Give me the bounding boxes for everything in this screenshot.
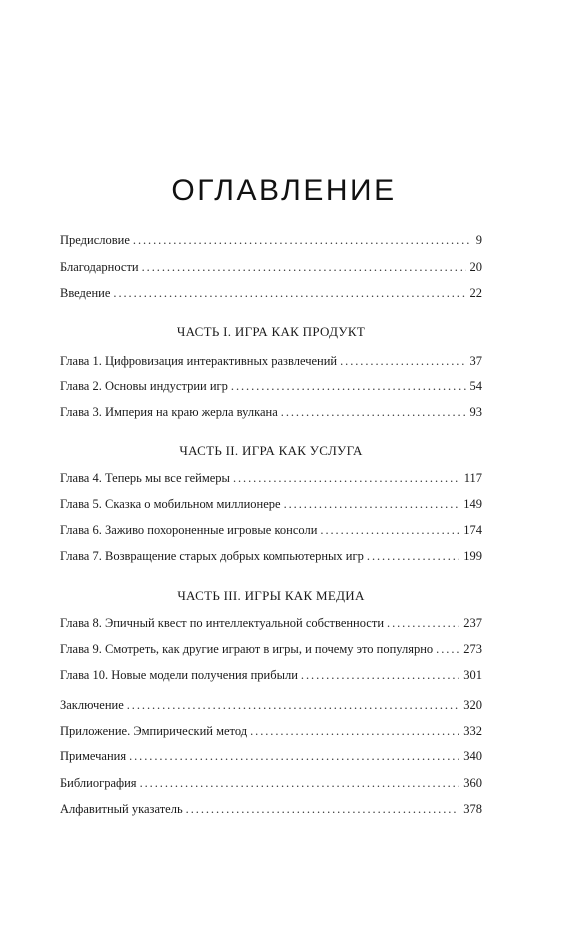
toc-entry-label: Глава 3. Империя на краю жерла вулкана (60, 405, 278, 419)
dot-leader (186, 799, 460, 819)
toc-entry-label: Библиография (60, 776, 137, 790)
toc-entry-label: Введение (60, 286, 111, 300)
toc-entry-chapter-2[interactable] (60, 376, 482, 396)
toc-entry-page: 93 (469, 405, 482, 419)
dot-leader (436, 639, 459, 659)
toc-entry-chapter-10[interactable] (60, 665, 482, 685)
toc-entry-page: 37 (469, 354, 482, 368)
toc-entry-label: Глава 8. Эпичный квест по интеллектуальной собственности (60, 616, 385, 630)
toc-entry-label: Приложение. Эмпирический метод (60, 724, 248, 738)
toc-entry-page: 22 (469, 286, 482, 300)
part-heading-2: ЧАСТЬ II. ИГРА КАК УСЛУГА (179, 443, 363, 458)
toc-entry-chapter-4[interactable] (60, 468, 482, 488)
toc-entry-index[interactable] (60, 799, 482, 819)
toc-entry-label: Глава 10. Новые модели получения прибыли (60, 668, 298, 682)
dot-leader (140, 773, 460, 793)
toc-entry-page: 149 (463, 497, 482, 511)
toc-entry-label: Глава 4. Теперь мы все геймеры (60, 471, 230, 485)
toc-entry-label: Примечания (60, 749, 127, 763)
toc-entry-label: Предисловие (60, 233, 130, 247)
toc-entry-page: 301 (463, 668, 482, 682)
dot-leader (233, 468, 460, 488)
part-heading-3: ЧАСТЬ III. ИГРЫ КАК МЕДИА (177, 588, 365, 603)
dot-leader (113, 283, 465, 303)
toc-entry-notes[interactable] (60, 746, 482, 766)
toc-entry-introduction[interactable] (60, 283, 482, 303)
toc-entry-appendix[interactable] (60, 721, 482, 741)
toc-entry-preface[interactable] (60, 230, 482, 250)
toc-entry-page: 340 (463, 749, 482, 763)
dot-leader (231, 376, 466, 396)
toc-entry-chapter-9[interactable] (60, 639, 482, 659)
toc-entry-label: Благодарности (60, 260, 139, 274)
toc-entry-page: 360 (463, 776, 482, 790)
toc-entry-chapter-8[interactable] (60, 613, 482, 633)
toc-entry-label: Алфавитный указатель (60, 802, 183, 816)
toc-entry-conclusion[interactable] (60, 695, 482, 715)
dot-leader (133, 230, 472, 250)
toc-entry-label: Глава 5. Сказка о мобильном миллионере (60, 497, 281, 511)
toc-entry-label: Глава 2. Основы индустрии игр (60, 379, 228, 393)
toc-entry-chapter-5[interactable] (60, 494, 482, 514)
toc-entry-page: 199 (463, 549, 482, 563)
toc-entry-chapter-6[interactable] (60, 520, 482, 540)
toc-entry-page: 237 (463, 616, 482, 630)
dot-leader (320, 520, 459, 540)
toc-entry-label: Глава 6. Заживо похороненные игровые консоли (60, 523, 318, 537)
toc-entry-chapter-1[interactable] (60, 351, 482, 371)
dot-leader (367, 546, 459, 566)
toc-entry-page: 332 (463, 724, 482, 738)
toc-entry-chapter-7[interactable] (60, 546, 482, 566)
toc-entry-label: Глава 7. Возвращение старых добрых компьютерных игр (60, 549, 364, 563)
dot-leader (340, 351, 465, 371)
toc-entry-page: 117 (463, 471, 482, 485)
toc-entry-bibliography[interactable] (60, 773, 482, 793)
dot-leader (142, 257, 466, 277)
dot-leader (387, 613, 459, 633)
dot-leader (127, 695, 460, 715)
toc-entry-page: 273 (463, 642, 482, 656)
toc-entry-page: 9 (475, 233, 482, 247)
toc-entry-page: 320 (463, 698, 482, 712)
toc-entry-label: Заключение (60, 698, 124, 712)
dot-leader (301, 665, 459, 685)
toc-entry-acknowledgements[interactable] (60, 257, 482, 277)
page-title: ОГЛАВЛЕНИЕ (171, 174, 397, 207)
dot-leader (281, 402, 466, 422)
dot-leader (284, 494, 460, 514)
toc-entry-page: 20 (469, 260, 482, 274)
toc-entry-page: 378 (463, 802, 482, 816)
dot-leader (129, 746, 459, 766)
toc-entry-label: Глава 9. Смотреть, как другие играют в игры, и почему это популярно (60, 642, 434, 656)
toc-entry-chapter-3[interactable] (60, 402, 482, 422)
toc-entry-label: Глава 1. Цифровизация интерактивных развлечений (60, 354, 338, 368)
toc-entry-page: 54 (469, 379, 482, 393)
part-heading-1: ЧАСТЬ I. ИГРА КАК ПРОДУКТ (176, 324, 366, 339)
dot-leader (250, 721, 459, 741)
toc-entry-page: 174 (463, 523, 482, 537)
